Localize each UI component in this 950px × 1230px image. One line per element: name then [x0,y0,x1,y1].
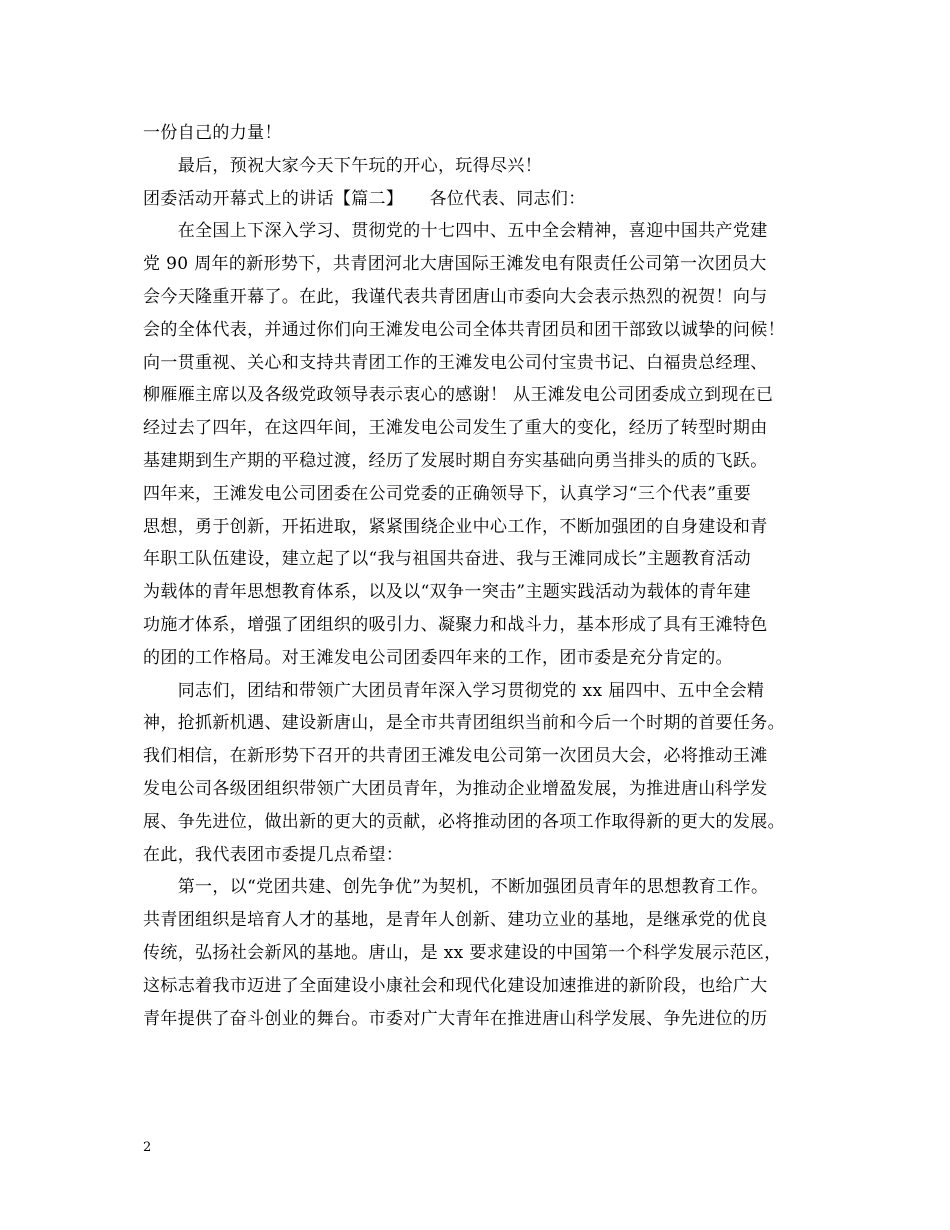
text-line: 功施才体系，增强了团组织的吸引力、凝聚力和战斗力，基本形成了具有王滩特色 [143,614,768,635]
page-number: 2 [143,1140,152,1155]
document-body [143,117,823,1035]
text-line: 青年提供了奋斗创业的舞台。市委对广大青年在推进唐山科学发展、争先进位的历 [143,1008,768,1029]
text-line: 在全国上下深入学习、贯彻党的十七四中、五中全会精神，喜迎中国共产党建 [143,221,768,242]
text-line: 一份自己的力量！ [143,123,282,143]
text-line: 这标志着我市迈进了全面建设小康社会和现代化建设加速推进的新阶段，也给广大 [143,975,768,996]
text-line: 最后，预祝大家今天下午玩的开心，玩得尽兴！ [143,155,543,176]
text-line: 柳雁雁主席以及各级党政领导表示衷心的感谢！ 从王滩发电公司团委成立到现在已 [143,385,774,406]
text-line: 会的全体代表，并通过你们向王滩发电公司全体共青团员和团干部致以诚挚的问候！ [143,319,785,340]
text-line: 思想，勇于创新，开拓进取，紧紧围绕企业中心工作，不断加强团的自身建设和青 [143,516,768,537]
text-line: 同志们，团结和带领广大团员青年深入学习贯彻党的 xx 届四中、五中全会精 [143,680,765,701]
text-line: 经过去了四年，在这四年间，王滩发电公司发生了重大的变化，经历了转型时期由 [143,418,768,439]
text-line: 党 90 周年的新形势下，共青团河北大唐国际王滩发电有限责任公司第一次团员大 [143,254,767,275]
text-line: 为载体的青年思想教育体系，以及以“双争一突击”主题实践活动为载体的青年建 [143,582,751,603]
text-line: 年职工队伍建设，建立起了以“我与祖国共奋进、我与王滩同成长”主题教育活动 [143,549,751,570]
text-line: 第一，以“党团共建、创先争优”为契机，不断加强团员青年的思想教育工作。 [143,877,769,898]
text-line: 神，抢抓新机遇、建设新唐山，是全市共青团组织当前和今后一个时期的首要任务。 [143,713,785,734]
text-line: 的团的工作格局。对王滩发电公司团委四年来的工作，团市委是充分肯定的。 [143,647,733,668]
text-line: 基建期到生产期的平稳过渡，经历了发展时期自夯实基础向勇当排头的质的飞跃。 [143,450,768,471]
text-line: 发电公司各级团组织带领广大团员青年，为推动企业增盈发展，为推进唐山科学发 [143,778,768,799]
text-line: 展、争先进位，做出新的更大的贡献，必将推动团的各项工作取得新的更大的发展。 [143,811,785,832]
text-line: 在此，我代表团市委提几点希望： [143,844,404,865]
text-line: 我们相信，在新形势下召开的共青团王滩发电公司第一次团员大会，必将推动王滩 [143,746,768,767]
text-line: 传统，弘扬社会新风的基地。唐山，是 xx 要求建设的中国第一个科学发展示范区， [143,942,782,963]
text-line: 向一贯重视、关心和支持共青团工作的王滩发电公司付宝贵书记、白福贵总经理、 [143,352,768,373]
section-heading-line: 团委活动开幕式上的讲话【篇二】 各位代表、同志们： [143,188,586,209]
text-line: 会今天隆重开幕了。在此，我谨代表共青团唐山市委向大会表示热烈的祝贺！向与 [143,286,768,307]
text-line: 四年来，王滩发电公司团委在公司党委的正确领导下，认真学习“三个代表”重要 [143,483,751,504]
text-line: 共青团组织是培育人才的基地，是青年人创新、建功立业的基地，是继承党的优良 [143,910,768,931]
